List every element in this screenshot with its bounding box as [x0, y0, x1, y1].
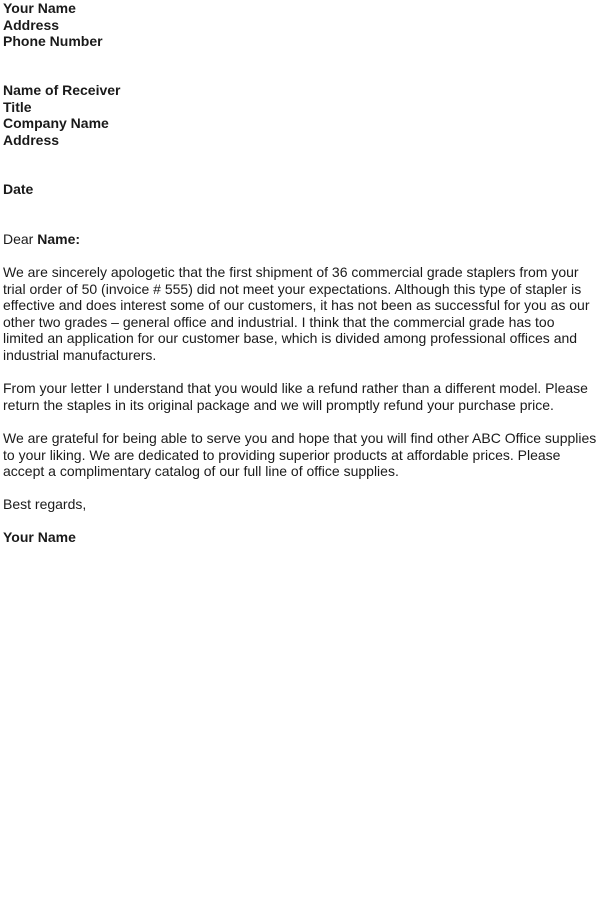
body-paragraph-2: [3, 380, 615, 413]
receiver-block: [3, 82, 121, 148]
sender-phone: Phone Number: [3, 33, 103, 50]
receiver-address: Address: [3, 131, 60, 148]
body-paragraph-3: [3, 430, 615, 480]
paragraph-line: We are grateful for being able to serve you and hope that you will find other ABC Office supplies: [3, 430, 597, 446]
sender-address: Address: [3, 16, 60, 33]
sender-name: Your Name: [3, 0, 76, 16]
paragraph-line: From your letter I understand that you would like a refund rather than a different model. Please: [3, 380, 588, 396]
salutation-name: Name:: [37, 231, 81, 247]
sender-block: [3, 0, 103, 50]
receiver-company: Company Name: [3, 115, 109, 132]
signature-block: [3, 529, 76, 546]
paragraph-line: limited an application for our customer base, which is divided among professional offices and: [3, 330, 578, 347]
paragraph-line: industrial manufacturers.: [3, 346, 157, 363]
salutation-prefix: Dear: [3, 231, 38, 247]
closing-block: [3, 496, 86, 513]
paragraph-line: effective and does interest some of our customers, it has not been as successful for you as our: [3, 297, 590, 314]
paragraph-line: other two grades – general office and industrial. I think that the commercial grade has too: [3, 313, 555, 330]
closing: Best regards,: [3, 496, 87, 512]
date-block: [3, 181, 33, 198]
paragraph-line: We are sincerely apologetic that the first shipment of 36 commercial grade staplers from your: [3, 264, 579, 280]
body-paragraph-1: [3, 264, 615, 364]
receiver-title: Title: [3, 98, 32, 115]
salutation: [3, 231, 80, 248]
paragraph-line: trial order of 50 (invoice # 555) did not meet your expectations. Although this type of stapler is: [3, 280, 582, 297]
letter-date: Date: [3, 181, 34, 197]
paragraph-line: return the staples in its original package and we will promptly refund your purchase price.: [3, 396, 554, 413]
signature-name: Your Name: [3, 529, 76, 545]
paragraph-line: accept a complimentary catalog of our full line of office supplies.: [3, 463, 399, 480]
paragraph-line: to your liking. We are dedicated to providing superior products at affordable prices. Please: [3, 446, 561, 463]
receiver-name: Name of Receiver: [3, 82, 121, 98]
